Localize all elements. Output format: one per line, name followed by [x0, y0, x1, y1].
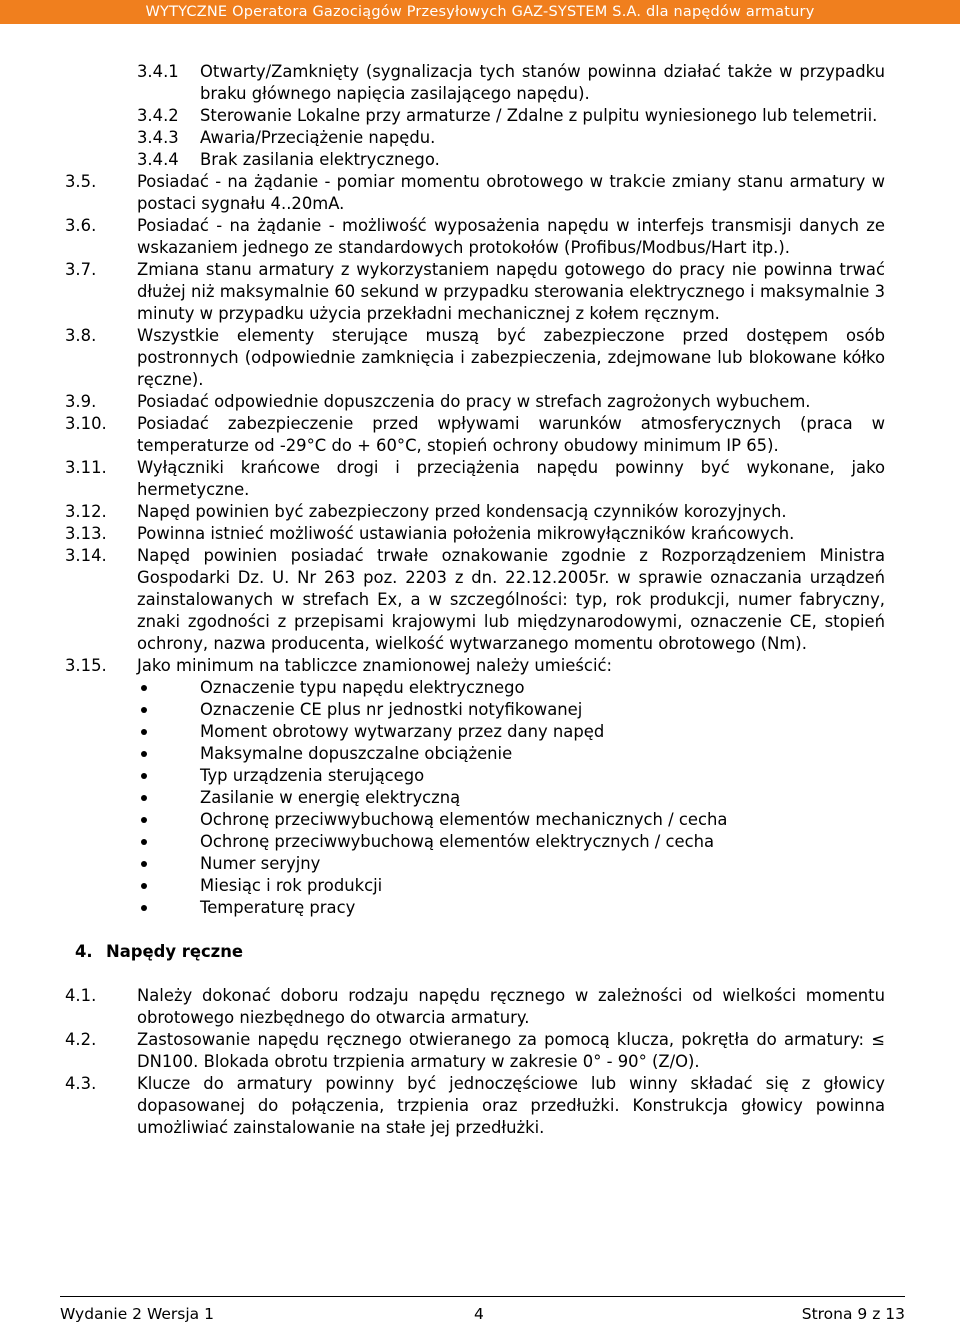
section-number: 4.: [75, 942, 93, 961]
item-text: Posiadać zabezpieczenie przed wpływami warunków atmosferycznych (praca w temperaturze od -29°C do + 60°C, stopień ochrony obudowy minimum IP 65).: [137, 414, 885, 455]
bullet-text: Oznaczenie CE plus nr jednostki notyfikowanej: [200, 700, 583, 719]
item-number: 3.9.: [65, 392, 97, 411]
page-footer: [60, 1296, 905, 1327]
list-item: [0, 215, 960, 259]
bullet-item: [0, 831, 960, 853]
item-text: Jako minimum na tabliczce znamionowej należy umieścić:: [137, 656, 613, 675]
item-number: 3.12.: [65, 502, 107, 521]
bullet-icon: [141, 905, 147, 911]
bullet-text: Zasilanie w energię elektryczną: [200, 788, 461, 807]
item-text: Posiadać - na żądanie - pomiar momentu obrotowego w trakcie zmiany stanu armatury w postaci sygnału 4..20mA.: [137, 172, 885, 213]
item-text: Klucze do armatury powinny być jednoczęściowe lub winny składać się z głowicy dopasowanej do połączenia, trzpienia oraz przedłużki. Konstrukcja głowicy powinna umożliwiać zainstalowanie na stałe jej przedłużki.: [137, 1074, 885, 1137]
item-text: Posiadać odpowiednie dopuszczenia do pracy w strefach zagrożonych wybuchem.: [137, 392, 811, 411]
list-item: [0, 523, 960, 545]
item-text: Napęd powinien być zabezpieczony przed kondensacją czynników korozyjnych.: [137, 502, 787, 521]
item-text: Zastosowanie napędu ręcznego otwieranego za pomocą klucza, pokrętła do armatury: ≤ DN100. Blokada obrotu trzpienia armatury w zakresie 0° - 90° (Z/O).: [137, 1030, 885, 1071]
item-number: 4.1.: [65, 986, 97, 1005]
item-number: 3.15.: [65, 656, 107, 675]
item-text: Awaria/Przeciążenie napędu.: [200, 128, 436, 147]
page-header: [0, 0, 960, 24]
list-item: [0, 1029, 960, 1073]
bullet-icon: [141, 817, 147, 823]
list-item: [0, 259, 960, 325]
bullet-text: Typ urządzenia sterującego: [200, 766, 425, 785]
subitems-3-4: [0, 61, 960, 171]
bullet-icon: [141, 773, 147, 779]
bullet-icon: [141, 861, 147, 867]
footer-edition: Wydanie 2 Wersja 1: [60, 1305, 214, 1323]
bullet-item: [0, 721, 960, 743]
item-number: 3.4.2: [137, 106, 179, 125]
section-heading: [0, 941, 960, 963]
items-3: [0, 171, 960, 677]
item-text: Posiadać - na żądanie - możliwość wyposażenia napędu w interfejs transmisji danych ze wskazaniem jednego ze standardowych protokołów (Profibus/Modbus/Hart itp.).: [137, 216, 885, 257]
bullet-text: Oznaczenie typu napędu elektrycznego: [200, 678, 525, 697]
footer-page-number: Strona 9 z 13: [801, 1305, 905, 1323]
item-number: 3.4.1: [137, 62, 179, 81]
item-text: Wszystkie elementy sterujące muszą być zabezpieczone przed dostępem osób postronnych (odpowiednie zamknięcia i zabezpieczenia, zdejmowane lub blokowane kółko ręczne).: [137, 326, 885, 389]
bullet-icon: [141, 751, 147, 757]
bullet-text: Maksymalne dopuszczalne obciążenie: [200, 744, 513, 763]
item-number: 3.14.: [65, 546, 107, 565]
bullet-item: [0, 897, 960, 919]
list-item: [0, 985, 960, 1029]
item-number: 3.7.: [65, 260, 97, 279]
item-number: 4.3.: [65, 1074, 97, 1093]
bullet-text: Ochronę przeciwwybuchową elementów elektrycznych / cecha: [200, 832, 715, 851]
item-text: Należy dokonać doboru rodzaju napędu ręcznego w zależności od wielkości momentu obrotowego niezbędnego do otwarcia armatury.: [137, 986, 885, 1027]
list-item: [0, 457, 960, 501]
header-title: WYTYCZNE Operatora Gazociągów Przesyłowych GAZ-SYSTEM S.A. dla napędów armatury: [145, 4, 815, 20]
bullet-text: Numer seryjny: [200, 854, 321, 873]
section-title: Napędy ręczne: [106, 942, 243, 961]
bullet-icon: [141, 707, 147, 713]
bullet-item: [0, 743, 960, 765]
item-number: 3.8.: [65, 326, 97, 345]
nameplate-bullets: [0, 677, 960, 919]
list-item: [0, 127, 960, 149]
bullet-item: [0, 765, 960, 787]
bullet-item: [0, 875, 960, 897]
item-number: 3.4.4: [137, 150, 179, 169]
bullet-text: Temperaturę pracy: [200, 898, 356, 917]
item-number: 3.11.: [65, 458, 107, 477]
bullet-item: [0, 677, 960, 699]
item-text: Brak zasilania elektrycznego.: [200, 150, 440, 169]
list-item: [0, 105, 960, 127]
list-item: [0, 325, 960, 391]
bullet-icon: [141, 685, 147, 691]
item-number: 3.4.3: [137, 128, 179, 147]
bullet-text: Miesiąc i rok produkcji: [200, 876, 383, 895]
item-number: 3.6.: [65, 216, 97, 235]
item-number: 3.10.: [65, 414, 107, 433]
document-body: [0, 61, 960, 1139]
items-4: [0, 985, 960, 1139]
list-item: [0, 61, 960, 105]
list-item: [0, 171, 960, 215]
list-item: [0, 545, 960, 655]
bullet-icon: [141, 795, 147, 801]
bullet-item: [0, 699, 960, 721]
bullet-item: [0, 809, 960, 831]
item-text: Wyłączniki krańcowe drogi i przeciążenia napędu powinny być wykonane, jako hermetyczne.: [137, 458, 885, 499]
item-text: Otwarty/Zamknięty (sygnalizacja tych stanów powinna działać także w przypadku braku głównego napięcia zasilającego napędu).: [200, 62, 885, 103]
item-number: 3.5.: [65, 172, 97, 191]
item-text: Powinna istnieć możliwość ustawiania położenia mikrowyłączników krańcowych.: [137, 524, 795, 543]
bullet-icon: [141, 839, 147, 845]
list-item: [0, 655, 960, 677]
item-text: Napęd powinien posiadać trwałe oznakowanie zgodnie z Rozporządzeniem Ministra Gospodarki Dz. U. Nr 263 poz. 2203 z dn. 22.12.2005r. w sprawie oznaczania urządzeń zainstalowanych w strefach Ex, a w szczególności: typ, rok produkcji, numer fabryczny, znaki zgodności z przepisami krajowymi lub międzynarodowymi, oznaczenie CE, stopień ochrony, nazwa producenta, wielkość wytwarzanego momentu obrotowego (Nm).: [137, 546, 885, 653]
list-item: [0, 501, 960, 523]
item-text: Sterowanie Lokalne przy armaturze / Zdalne z pulpitu wyniesionego lub telemetrii.: [200, 106, 878, 125]
footer-center: 4: [474, 1305, 484, 1323]
item-text: Zmiana stanu armatury z wykorzystaniem napędu gotowego do pracy nie powinna trwać dłużej niż maksymalnie 60 sekund w przypadku sterowania elektrycznego i maksymalnie 3 minuty w przypadku użycia przekładni mechanicznej z kołem ręcznym.: [137, 260, 885, 323]
bullet-item: [0, 853, 960, 875]
list-item: [0, 413, 960, 457]
list-item: [0, 391, 960, 413]
bullet-text: Ochronę przeciwwybuchową elementów mechanicznych / cecha: [200, 810, 728, 829]
bullet-text: Moment obrotowy wytwarzany przez dany napęd: [200, 722, 605, 741]
bullet-icon: [141, 729, 147, 735]
list-item: [0, 149, 960, 171]
item-number: 3.13.: [65, 524, 107, 543]
list-item: [0, 1073, 960, 1139]
bullet-item: [0, 787, 960, 809]
bullet-icon: [141, 883, 147, 889]
item-number: 4.2.: [65, 1030, 97, 1049]
